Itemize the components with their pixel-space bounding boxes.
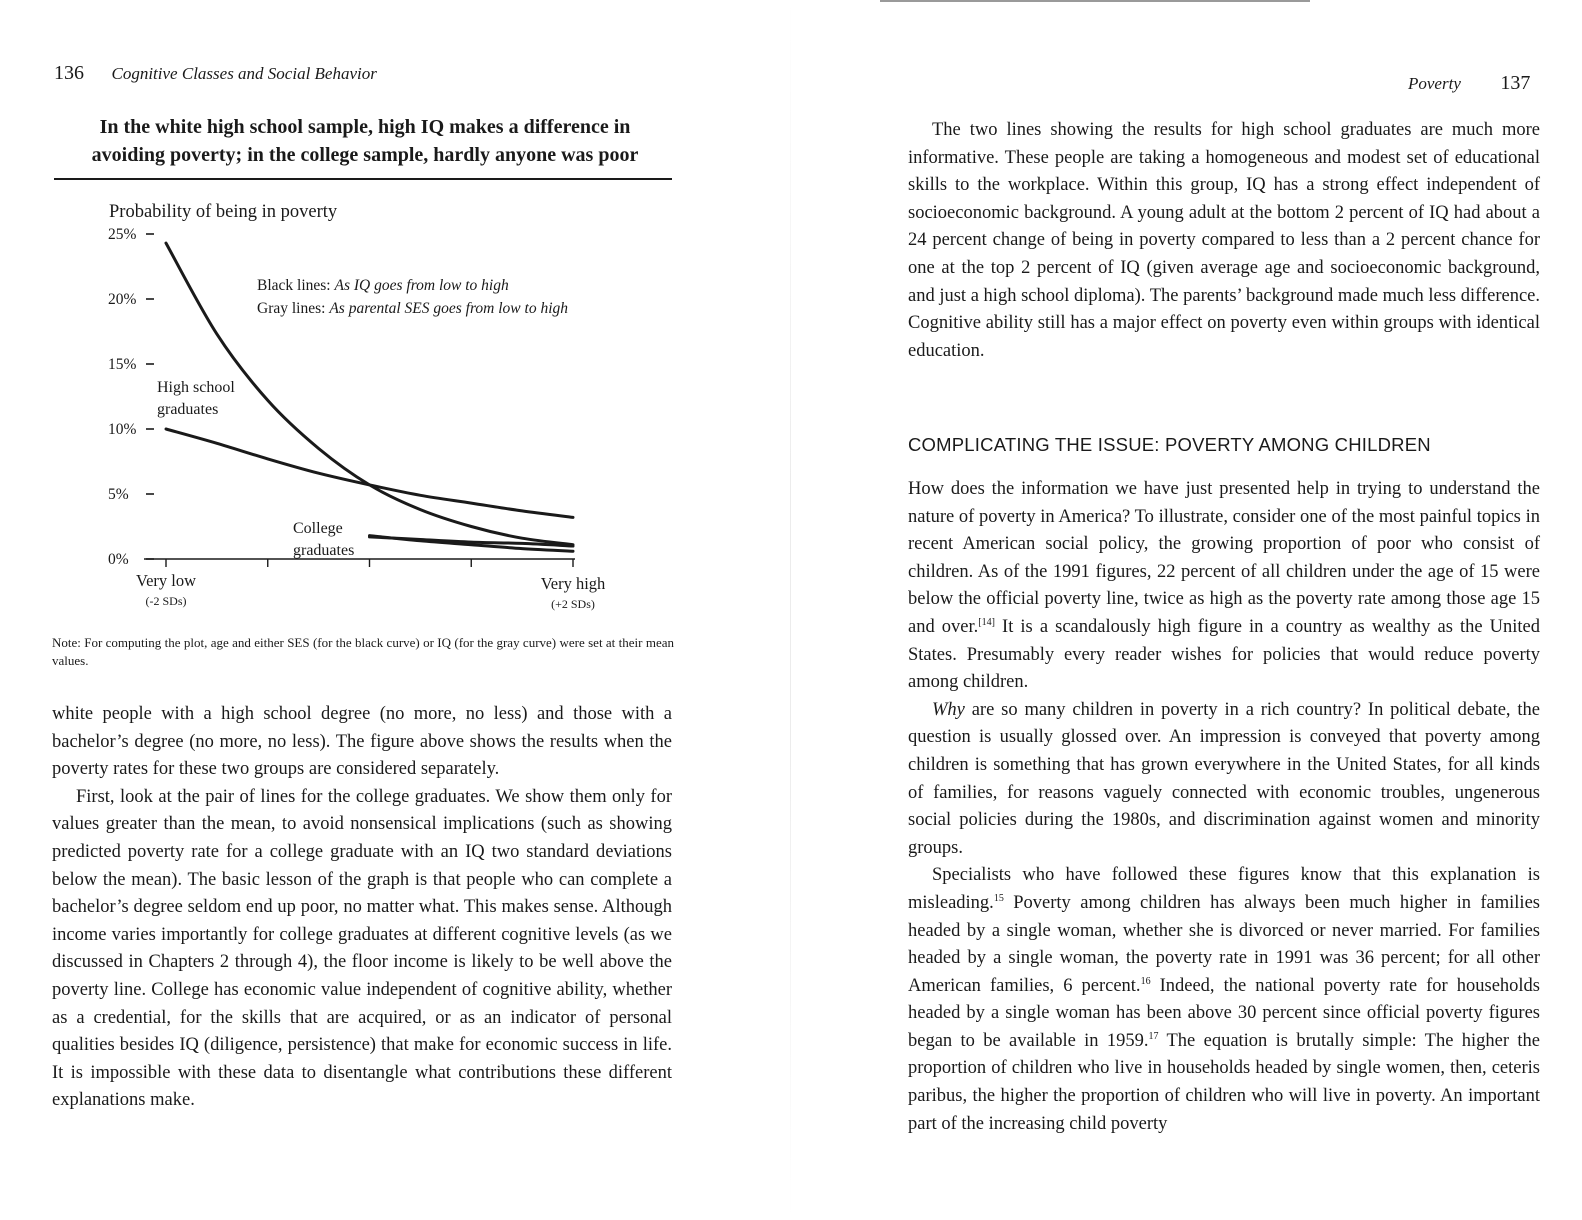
book-gutter (790, 0, 791, 1220)
right-p3-a: Specialists who have followed these figures know that this explanation is misleading. (908, 865, 1540, 913)
right-p1-rest: It is a scandalously high figure in a country as wealthy as the United States. Presumably every reader wishes for policies that would reduce poverty among children. (908, 616, 1541, 693)
endnote-15: 15 (993, 892, 1004, 904)
right-body-top (908, 117, 1540, 365)
x-tick-sublabel-low: (-2 SDs) (145, 594, 187, 608)
right-paragraph-3 (908, 862, 1540, 1138)
legend-gray-lines (257, 300, 568, 317)
right-page-number: 137 (1500, 72, 1531, 94)
college-label-line-2: graduates (293, 542, 355, 559)
figure-title-line-1: In the white high school sample, high IQ makes a difference in (99, 116, 631, 138)
y-tick-label: 20% (108, 291, 137, 308)
endnote-17: 17 (1148, 1030, 1159, 1042)
right-running-title: Poverty (1408, 74, 1461, 93)
legend-black-prefix: Black lines: (257, 277, 335, 294)
right-p2-rest: are so many children in poverty in a rich country? In political debate, the question is usually glossed over. An impression is conveyed that poverty among children is something that has grown everywhere in the United States, for all kinds of families, for reasons vaguely connected with economic troubles, ungenerous social policies during the 1980s, and discrimination against women and minority groups. (908, 699, 1540, 858)
left-running-head (54, 62, 377, 85)
right-p3-b: Poverty among children has always been much higher in families headed by a single woman, whether she is divorced or never married. For families headed by a single woman, the poverty rate in 1991 was 36 percent; for all other American families, 6 percent. (908, 892, 1540, 996)
right-paragraph-2 (908, 697, 1540, 863)
left-page-number: 136 (54, 62, 84, 84)
x-tick-sublabel-high: (+2 SDs) (551, 597, 595, 611)
right-running-head (1408, 72, 1530, 95)
y-tick-label: 15% (108, 356, 137, 373)
right-paragraph-top: The two lines showing the results for high school graduates are much more informative. These people are taking a homogeneous and modest set of educational skills to the workplace. Within this group, IQ has a strong effect independent of socioeconomic background. A young adult at the bottom 2 percent of IQ had about a 24 percent change of being in poverty compared to less than a 2 percent chance for one at the top 2 percent of IQ (given average age and socioeconomic background, and just a high school diploma). The parents’ background made much less difference. Cognitive ability still has a major effect on poverty even within groups with identical education. (908, 120, 1540, 361)
right-paragraph-1 (908, 476, 1540, 697)
endnote-14: [14] (978, 616, 995, 628)
right-p2-lead: Why (932, 699, 965, 720)
right-p3-c: Indeed, the national poverty rate for households headed by a single woman has been above 30 percent since official poverty figures began to be available in 1959. (908, 975, 1540, 1051)
left-paragraph-1: white people with a high school degree (no more, no less) and those with a bachelor’s degree (no more, no less). The figure above shows the results when the poverty rates for these two groups are considered separately. (52, 704, 672, 780)
figure-note: Note: For computing the plot, age and either SES (for the black curve) or IQ (for the gray curve) were set at their mean values. (52, 635, 674, 668)
section-heading: COMPLICATING THE ISSUE: POVERTY AMONG CHILDREN (908, 434, 1431, 455)
endnote-16: 16 (1140, 975, 1151, 987)
high-school-label-line-2: graduates (157, 401, 219, 418)
legend-gray-text: As parental SES goes from low to high (329, 300, 568, 317)
y-tick-label: 25% (108, 226, 137, 243)
right-p1-text: How does the information we have just presented help in trying to understand the nature of poverty in America? To illustrate, consider one of the most painful topics in recent American social policy, the growing proportion of poor who consist of children. As of the 1991 figures, 22 percent of all children under the age of 15 were below the official poverty line, twice as high as the poverty rate among those age 15 and over. (908, 479, 1540, 637)
y-axis-label: Probability of being in poverty (109, 202, 338, 222)
left-paragraph-2: First, look at the pair of lines for the college graduates. We show them only for values greater than the mean, to avoid nonsensical implications (such as showing predicted poverty rate for a college graduate with an IQ two standard deviations below the mean). The basic lesson of the graph is that people who can complete a bachelor’s degree seldom end up poor, no matter what. This makes sense. Although income varies importantly for college graduates at different cognitive levels (as we discussed in Chapters 2 through 4), the floor income is likely to be well above the poverty line. College has economic value independent of cognitive ability, whether as a credential, for the skills that are acquired, or as an indicator of personal qualities besides IQ (diligence, persistence) that make for economic success in life. It is impossible with these data to disentangle what contributions these different explanations make. (52, 786, 672, 1111)
high-school-label-line-1: High school (157, 379, 235, 396)
college-label-line-1: College (293, 520, 343, 537)
x-tick-label-high: Very high (540, 574, 606, 593)
legend-gray-prefix: Gray lines: (257, 300, 330, 317)
right-p3-d: The equation is brutally simple: The higher the proportion of children who live in households headed by single women, then, ceteris paribus, the higher the proportion of children who will live in poverty. An important part of the increasing child poverty (908, 1030, 1540, 1134)
figure-title-rule (54, 178, 672, 180)
right-body-bottom (908, 476, 1540, 1138)
legend-black-text: As IQ goes from low to high (334, 277, 509, 294)
legend-black-lines (257, 277, 509, 294)
y-axis-ticks (108, 226, 154, 568)
x-tick-label-low: Very low (135, 571, 197, 590)
high-school-ses-line (166, 429, 573, 517)
x-axis (136, 559, 606, 611)
scan-edge-rule (880, 0, 1310, 2)
left-running-title: Cognitive Classes and Social Behavior (111, 64, 377, 83)
y-tick-label: 0% (108, 551, 129, 568)
left-body-text (52, 701, 672, 1115)
y-tick-label: 10% (108, 421, 137, 438)
y-tick-label: 5% (108, 486, 129, 503)
poverty-chart (40, 190, 680, 620)
figure-title (56, 113, 674, 169)
figure-title-line-2: avoiding poverty; in the college sample, hardly anyone was poor (91, 144, 639, 166)
